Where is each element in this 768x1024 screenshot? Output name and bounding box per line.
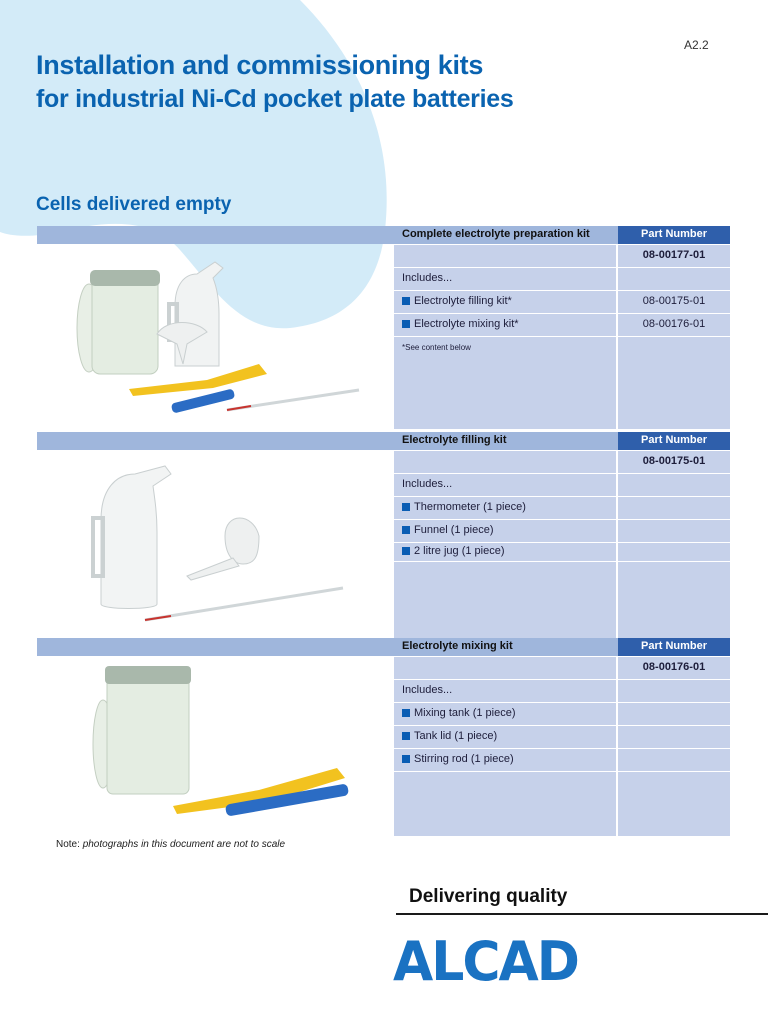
kit-part-number: 08-00176-01 <box>618 657 730 679</box>
includes-label: Includes... <box>394 474 616 496</box>
kit-mixing <box>0 638 768 838</box>
includes-label: Includes... <box>394 680 616 702</box>
bullet-icon <box>402 526 410 534</box>
part-number-header: Part Number <box>618 638 730 656</box>
bullet-icon <box>402 755 410 763</box>
item-label: Electrolyte mixing kit* <box>414 318 519 330</box>
kit-footnote: *See content below <box>394 337 616 429</box>
kit-table <box>394 432 730 639</box>
part-number-header: Part Number <box>618 226 730 244</box>
item-label: Electrolyte filling kit* <box>414 295 512 307</box>
item-part-number <box>618 726 730 748</box>
bullet-icon <box>402 709 410 717</box>
item-label: Mixing tank (1 piece) <box>414 707 516 719</box>
part-number-header: Part Number <box>618 432 730 450</box>
page-subtitle: for industrial Ni-Cd pocket plate batteries <box>36 85 514 113</box>
note-text: photographs in this document are not to scale <box>82 839 286 850</box>
section-title: Cells delivered empty <box>36 194 232 215</box>
item-label: Funnel (1 piece) <box>414 524 494 536</box>
bullet-icon <box>402 503 410 511</box>
kit-name: Electrolyte filling kit <box>394 432 616 450</box>
kit-photo <box>37 454 392 630</box>
kit-part-number: 08-00177-01 <box>618 245 730 267</box>
bullet-icon <box>402 547 410 555</box>
kit-name: Complete electrolyte preparation kit <box>394 226 616 244</box>
item-part-number: 08-00175-01 <box>618 291 730 313</box>
includes-label: Includes... <box>394 268 616 290</box>
item-label: 2 litre jug (1 piece) <box>414 545 505 557</box>
item-label: Thermometer (1 piece) <box>414 501 526 513</box>
note-prefix: Note: <box>56 839 80 850</box>
tagline: Delivering quality <box>409 886 568 907</box>
page-reference: A2.2 <box>684 38 709 52</box>
kit-photo <box>37 248 392 424</box>
item-part-number <box>618 703 730 725</box>
item-label: Stirring rod (1 piece) <box>414 753 514 765</box>
kit-name: Electrolyte mixing kit <box>394 638 616 656</box>
item-label: Tank lid (1 piece) <box>414 730 498 742</box>
alcad-logo <box>393 932 593 992</box>
item-part-number <box>618 520 730 542</box>
item-part-number <box>618 749 730 771</box>
kit-photo <box>37 660 392 836</box>
bullet-icon <box>402 732 410 740</box>
page-title: Installation and commissioning kits <box>36 50 484 80</box>
kit-table <box>394 226 730 430</box>
item-part-number <box>618 497 730 519</box>
item-part-number: 08-00176-01 <box>618 314 730 336</box>
kit-complete-preparation <box>0 226 768 426</box>
tagline-rule <box>396 913 768 915</box>
kit-filling <box>0 432 768 632</box>
bullet-icon <box>402 297 410 305</box>
scale-note <box>56 839 285 850</box>
logo-text: ALCAD <box>393 930 578 994</box>
kit-table <box>394 638 730 837</box>
kit-part-number: 08-00175-01 <box>618 451 730 473</box>
item-part-number <box>618 543 730 561</box>
bullet-icon <box>402 320 410 328</box>
